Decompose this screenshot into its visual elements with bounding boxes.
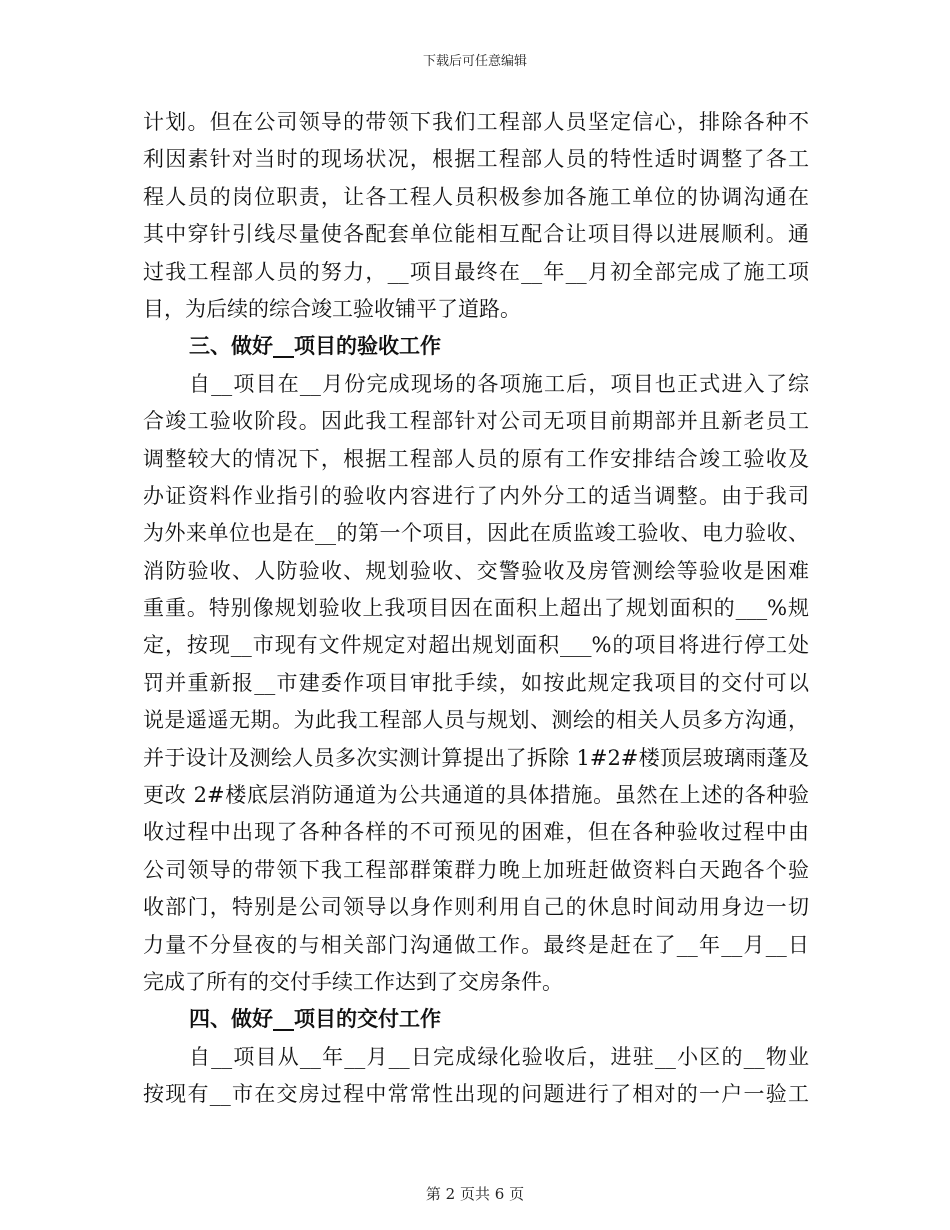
paragraph-line: 计划。但在公司领导的带领下我们工程部人员坚定信心，排除各种不 <box>143 110 809 134</box>
paragraph-line: 过我工程部人员的努力，__项目最终在__年__月初全部完成了施工项 <box>143 259 809 284</box>
paragraph-line: 罚并重新报__市建委作项目审批手续，如按此规定我项目的交付可以 <box>143 670 809 695</box>
paragraph-line: 说是遥遥无期。为此我工程部人员与规划、测绘的相关人员多方沟通， <box>143 708 809 733</box>
paragraph-line: 更改 2#楼底层消防通道为公共通道的具体措施。虽然在上述的各种验 <box>143 783 809 808</box>
paragraph-line: 公司领导的带领下我工程部群策群力晚上加班赶做资料白天跑各个验 <box>143 857 809 882</box>
paragraph-line: 重重。特别像规划验收上我项目因在面积上超出了规划面积的___%规 <box>143 596 809 621</box>
paragraph-line: 目，为后续的综合竣工验收铺平了道路。 <box>143 296 521 321</box>
paragraph-line: 办证资料作业指引的验收内容进行了内外分工的适当调整。由于我司 <box>143 483 809 508</box>
paragraph-line: 自__项目在__月份完成现场的各项施工后，项目也正式进入了综 <box>189 371 809 396</box>
paragraph-line: 收部门，特别是公司领导以身作则利用自己的休息时间动用身边一切 <box>143 895 809 920</box>
page-number: 第 2 页共 6 页 <box>425 1185 525 1203</box>
paragraph-line: 为外来单位也是在__的第一个项目，因此在质监竣工验收、电力验收、 <box>143 521 809 546</box>
paragraph-line: 利因素针对当时的现场状况，根据工程部人员的特性适时调整了各工 <box>143 147 809 172</box>
section-heading: 四、做好__项目的交付工作 <box>189 1007 441 1032</box>
paragraph-line: 调整较大的情况下，根据工程部人员的原有工作安排结合竣工验收及 <box>143 446 809 471</box>
paragraph-line: 合竣工验收阶段。因此我工程部针对公司无项目前期部并且新老员工 <box>143 409 809 434</box>
paragraph-line: 自__项目从__年__月__日完成绿化验收后，进驻__小区的__物业 <box>189 1044 809 1069</box>
paragraph-line: 完成了所有的交付手续工作达到了交房条件。 <box>143 969 563 994</box>
page-header: 下载后可任意编辑 <box>422 54 527 69</box>
paragraph-line: 程人员的岗位职责，让各工程人员积极参加各施工单位的协调沟通在 <box>143 184 809 209</box>
paragraph-line: 定，按现__市现有文件规定对超出规划面积___%的项目将进行停工处 <box>143 633 809 658</box>
section-heading: 三、做好__项目的验收工作 <box>189 334 441 359</box>
paragraph-line: 并于设计及测绘人员多次实测计算提出了拆除 1#2#楼顶层玻璃雨蓬及 <box>143 745 809 770</box>
paragraph-line: 按现有__市在交房过程中常常性出现的问题进行了相对的一户一验工 <box>143 1082 809 1107</box>
document-body <box>143 104 809 1114</box>
paragraph-line: 力量不分昼夜的与相关部门沟通做工作。最终是赶在了__年__月__日 <box>143 932 809 957</box>
paragraph-line: 收过程中出现了各种各样的不可预见的困难，但在各种验收过程中由 <box>143 820 809 845</box>
paragraph-line: 消防验收、人防验收、规划验收、交警验收及房管测绘等验收是困难 <box>143 558 809 583</box>
paragraph-line: 其中穿针引线尽量使各配套单位能相互配合让项目得以进展顺利。通 <box>143 222 809 247</box>
